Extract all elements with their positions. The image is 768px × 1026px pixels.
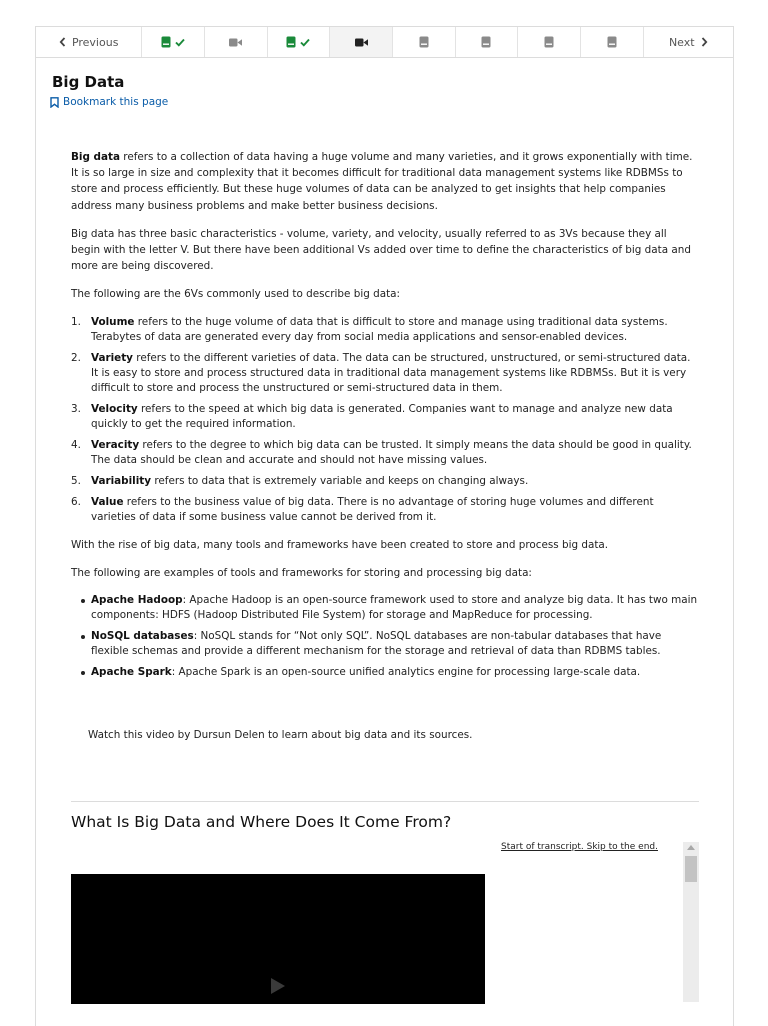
unit-tab-4-active[interactable]: [330, 27, 393, 57]
list-number: 5.: [71, 474, 81, 487]
unit-tab-3[interactable]: [268, 27, 331, 57]
list-number: 2.: [71, 351, 81, 364]
reading-icon: [607, 36, 617, 48]
bookmark-icon: [50, 97, 59, 108]
play-icon[interactable]: [271, 978, 285, 994]
list-item: [81, 629, 699, 659]
unit-tab-2[interactable]: [205, 27, 268, 57]
reading-icon: [419, 36, 429, 48]
section-divider: [71, 801, 699, 802]
video-player[interactable]: [71, 874, 485, 1004]
term: Apache Hadoop: [91, 594, 183, 607]
bullet: [81, 599, 85, 603]
term: Variability: [91, 474, 152, 487]
term: Variety: [91, 351, 133, 364]
list-item: [71, 474, 699, 489]
bookmark-label: Bookmark this page: [63, 96, 169, 108]
intro-paragraph: [71, 149, 699, 214]
definition: refers to the business value of big data. There is no advantage of storing huge volumes and different varieties of data if some business value cannot be derived from it.: [91, 495, 654, 523]
article-body: [71, 149, 699, 692]
bookmark-button[interactable]: [50, 96, 168, 108]
video-icon: [229, 38, 242, 47]
previous-label: Previous: [71, 35, 119, 49]
reading-icon: [286, 36, 296, 48]
list-item: [71, 351, 699, 396]
intro-text: refers to a collection of data having a huge volume and many varieties, and it grows exponentially with time. It is so large in size and complexity that it becomes difficult for traditional data management systems like RDBMSs to store and process efficiently. But these huge volumes of data can be analyzed to get insights that help companies address many business problems and make better business decisions.: [71, 151, 693, 212]
skip-transcript-link[interactable]: Start of transcript. Skip to the end.: [501, 842, 658, 852]
list-number: 6.: [71, 495, 81, 508]
next-label: Next: [668, 35, 695, 49]
video-intro-text: Watch this video by Dursun Delen to learn about big data and its sources.: [88, 729, 473, 741]
unit-tab-7[interactable]: [518, 27, 581, 57]
bullet: [81, 671, 85, 675]
list-item: [81, 665, 699, 680]
definition: refers to the huge volume of data that is difficult to store and manage using traditional data systems. Terabytes of data are generated every day from social media applications and sensor-enabled devices.: [91, 315, 668, 343]
video-title: What Is Big Data and Where Does It Come From?: [71, 813, 452, 831]
reading-icon: [161, 36, 171, 48]
intro-bold-term: Big data: [71, 151, 120, 163]
list-number: 1.: [71, 315, 81, 328]
scroll-up-arrow-icon[interactable]: [687, 845, 695, 850]
term: NoSQL databases: [91, 630, 194, 643]
course-content-frame: [35, 26, 734, 1026]
tools-rise-paragraph: With the rise of big data, many tools and frameworks have been created to store and process big data.: [71, 538, 609, 551]
transcript-scrollbar[interactable]: [683, 842, 699, 1002]
list-item: [71, 438, 699, 468]
bullet: [81, 635, 85, 639]
list-item: [81, 593, 699, 623]
reading-icon: [544, 36, 554, 48]
definition: : Apache Hadoop is an open-source framework used to store and analyze big data. It has two main components: HDFS (Hadoop Distributed File System) for storage and MapReduce for processing.: [91, 594, 698, 622]
term: Velocity: [91, 402, 138, 415]
sequence-navigation: [36, 27, 733, 58]
checkmark-icon: [300, 38, 310, 47]
definition: refers to the degree to which big data can be trusted. It simply means the data should be good in quality. The data should be clean and accurate and should not have missing values.: [91, 438, 692, 466]
definition: : NoSQL stands for “Not only SQL”. NoSQL databases are non-tabular databases that have flexible schemas and provide a different mechanism for the storage and retrieval of data than RDBMS tables.: [91, 630, 662, 658]
term: Volume: [91, 315, 135, 328]
scroll-thumb[interactable]: [685, 856, 697, 882]
term: Veracity: [91, 438, 140, 451]
list-item: [71, 402, 699, 432]
six-vs-intro: The following are the 6Vs commonly used to describe big data:: [71, 288, 401, 301]
definition: refers to the speed at which big data is generated. Companies want to manage and analyze new data quickly to get the required information.: [91, 402, 673, 430]
definition: : Apache Spark is an open-source unified analytics engine for processing large-scale data.: [171, 666, 641, 679]
list-item: [71, 315, 699, 345]
reading-icon: [481, 36, 491, 48]
list-item: [71, 495, 699, 525]
characteristics-paragraph: Big data has three basic characteristics - volume, variety, and velocity, usually referred to as 3Vs because they all begin with the letter V. But there have been additional Vs added over time to define the characteristics of big data and more are being discovered.: [71, 227, 691, 273]
previous-button[interactable]: [36, 27, 142, 57]
unit-tab-5[interactable]: [393, 27, 456, 57]
list-number: 4.: [71, 438, 81, 451]
definition: refers to data that is extremely variable and keeps on changing always.: [151, 474, 529, 487]
unit-tab-1[interactable]: [142, 27, 205, 57]
term: Value: [91, 495, 124, 508]
six-vs-list: [71, 315, 699, 525]
list-number: 3.: [71, 402, 81, 415]
chevron-right-icon: [701, 37, 708, 47]
unit-tab-8[interactable]: [581, 27, 644, 57]
checkmark-icon: [175, 38, 185, 47]
term: Apache Spark: [91, 666, 172, 679]
tools-intro-paragraph: The following are examples of tools and frameworks for storing and processing big data:: [71, 566, 532, 579]
definition: refers to the different varieties of data. The data can be structured, unstructured, or semi-structured data. It is easy to store and process structured data in traditional data management systems like RDBMSs. But it is very difficult to store and process the unstructured or semi-structured data in them.: [91, 351, 691, 394]
page-title: Big Data: [52, 73, 125, 91]
video-icon: [355, 38, 368, 47]
chevron-left-icon: [59, 37, 66, 47]
unit-tab-6[interactable]: [456, 27, 519, 57]
next-button[interactable]: [644, 27, 733, 57]
tools-list: [71, 593, 699, 680]
